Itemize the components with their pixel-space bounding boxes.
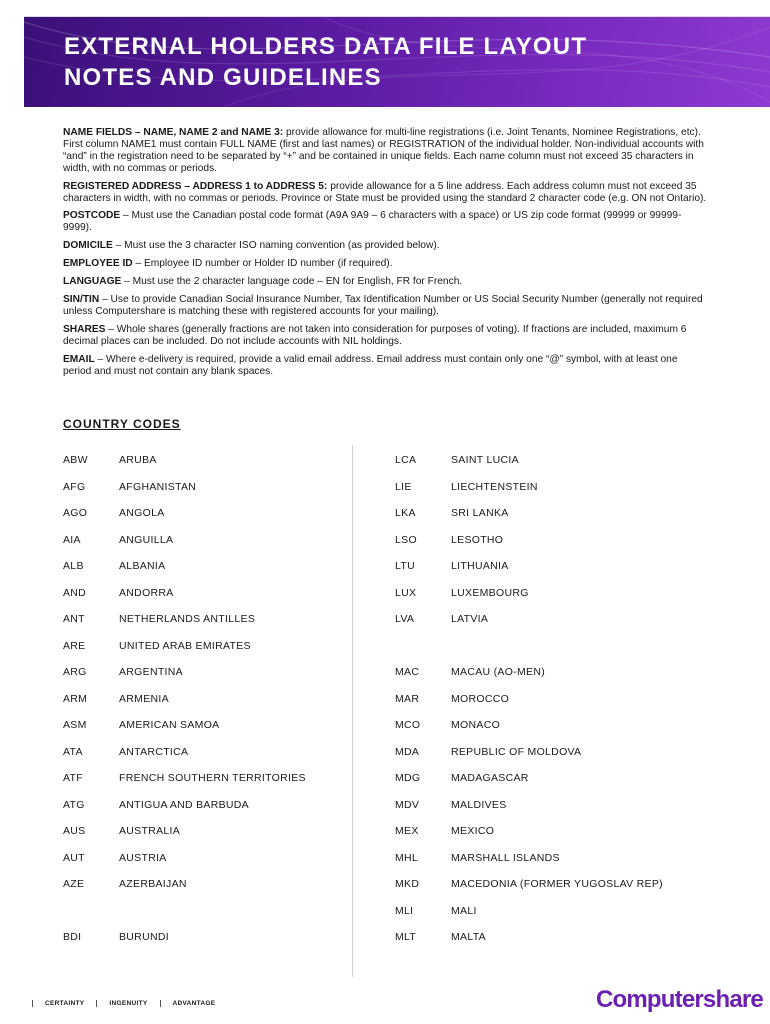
country-name: FRENCH SOUTHERN TERRITORIES: [119, 772, 306, 785]
country-row: [63, 606, 306, 633]
country-row: [395, 659, 663, 686]
note-postcode: [63, 210, 708, 234]
country-row: [395, 527, 663, 554]
note-text: – Whole shares (generally fractions are not taken into consideration for purposes of voting). If fractions are included, maximum 6 decimal places can be included. Do not include accounts with NIL holdings.: [63, 323, 687, 347]
country-name: MALI: [451, 904, 477, 917]
country-row: [395, 845, 663, 872]
country-code: LTU: [395, 560, 415, 573]
country-name: AFGHANISTAN: [119, 480, 197, 493]
country-row: [63, 712, 306, 739]
note-text: – Must use the 2 character language code – EN for English, FR for French.: [121, 276, 463, 288]
country-row: [63, 633, 306, 660]
header-banner: [24, 17, 770, 107]
note-label: SHARES: [63, 323, 106, 335]
country-row: [63, 845, 306, 872]
page-title: [64, 31, 587, 93]
country-code: AGO: [63, 507, 88, 520]
note-domicile: [63, 240, 708, 252]
note-label: SIN/TIN: [63, 293, 100, 305]
country-code: AUS: [63, 825, 86, 838]
country-code: ALB: [63, 560, 84, 573]
country-name: MEXICO: [451, 825, 495, 838]
country-code: LUX: [395, 586, 417, 599]
country-name: ANTARCTICA: [119, 745, 189, 758]
country-name: REPUBLIC OF MOLDOVA: [451, 745, 582, 758]
country-code: MKD: [395, 878, 420, 891]
note-registered-address: [63, 181, 708, 205]
country-codes-left-column: [63, 447, 306, 951]
country-name: MALTA: [451, 931, 486, 944]
country-row: [63, 898, 306, 925]
country-row: [63, 818, 306, 845]
country-name: ARMENIA: [119, 692, 169, 705]
title-line-1: EXTERNAL HOLDERS DATA FILE LAYOUT: [64, 33, 588, 60]
country-name: LUXEMBOURG: [451, 586, 529, 599]
country-row: [63, 659, 306, 686]
title-line-2: NOTES AND GUIDELINES: [64, 64, 382, 91]
country-code: MAC: [395, 666, 420, 679]
country-name: MARSHALL ISLANDS: [451, 851, 560, 864]
tagline-ingenuity: INGENUITY: [96, 1000, 159, 1007]
country-row: [63, 500, 306, 527]
country-code: LSO: [395, 533, 417, 546]
country-code: MLI: [395, 904, 414, 917]
country-name: MALDIVES: [451, 798, 507, 811]
country-name: ANDORRA: [119, 586, 174, 599]
note-label: EMAIL: [63, 353, 95, 365]
country-name: BURUNDI: [119, 931, 169, 944]
country-name: AMERICAN SAMOA: [119, 719, 220, 732]
note-text: – Must use the Canadian postal code format (A9A 9A9 – 6 characters with a space) or US zip code format (99999 or 99999-9999).: [63, 210, 682, 234]
country-code: MCO: [395, 719, 421, 732]
column-divider: [352, 445, 353, 977]
country-row: [395, 606, 663, 633]
country-row: [395, 686, 663, 713]
country-code: ATA: [63, 745, 83, 758]
country-name: SAINT LUCIA: [451, 454, 519, 467]
country-name: MOROCCO: [451, 692, 510, 705]
country-code: LVA: [395, 613, 415, 626]
country-name: UNITED ARAB EMIRATES: [119, 639, 251, 652]
note-label: DOMICILE: [63, 240, 113, 252]
country-row: [395, 818, 663, 845]
country-name: ANTIGUA AND BARBUDA: [119, 798, 249, 811]
country-code: MHL: [395, 851, 419, 864]
note-label: NAME FIELDS – NAME, NAME 2 and NAME 3:: [63, 127, 284, 138]
country-name: MACAU (AO-MEN): [451, 666, 546, 679]
note-text: – Where e-delivery is required, provide a valid email address. Email address must contain only one “@” symbol, with at least one period and must not contain any blank spaces.: [63, 353, 678, 377]
note-sin-tin: [63, 294, 708, 318]
country-code: AUT: [63, 851, 85, 864]
country-row: [63, 553, 306, 580]
country-row: [63, 792, 306, 819]
note-email: [63, 354, 708, 378]
country-name: MADAGASCAR: [451, 772, 529, 785]
note-text: – Employee ID number or Holder ID number (if required).: [132, 258, 393, 270]
country-row: [395, 765, 663, 792]
note-label: REGISTERED ADDRESS – ADDRESS 1 to ADDRESS 5:: [63, 180, 328, 192]
country-codes-right-column: [395, 447, 663, 951]
country-name: ANGUILLA: [119, 533, 174, 546]
country-name: ALBANIA: [119, 560, 166, 573]
country-row: [395, 553, 663, 580]
country-name: SRI LANKA: [451, 507, 509, 520]
country-row: [395, 792, 663, 819]
country-code: ARE: [63, 639, 86, 652]
country-code: MLT: [395, 931, 417, 944]
logo-text: Computershare: [596, 986, 763, 1013]
footer-taglines: [32, 996, 227, 1010]
note-employee-id: [63, 258, 708, 270]
tagline-advantage: ADVANTAGE: [160, 1000, 228, 1007]
note-label: LANGUAGE: [63, 276, 122, 288]
country-row: [63, 474, 306, 501]
country-code: BDI: [63, 931, 82, 944]
country-name: MONACO: [451, 719, 501, 732]
country-code: LIE: [395, 480, 412, 493]
country-code: ANT: [63, 613, 85, 626]
country-name: LITHUANIA: [451, 560, 509, 573]
note-label: EMPLOYEE ID: [63, 258, 133, 270]
country-code: ABW: [63, 454, 88, 467]
country-row: [63, 580, 306, 607]
country-code: MEX: [395, 825, 419, 838]
country-name: MACEDONIA (FORMER YUGOSLAV REP): [451, 878, 663, 891]
country-name: AZERBAIJAN: [119, 878, 187, 891]
country-row: [395, 500, 663, 527]
country-row: [63, 924, 306, 951]
country-row: [395, 580, 663, 607]
country-row: [395, 898, 663, 925]
country-code: LKA: [395, 507, 416, 520]
country-name: ARUBA: [119, 454, 157, 467]
country-code: ATF: [63, 772, 83, 785]
country-row: [63, 739, 306, 766]
country-name: NETHERLANDS ANTILLES: [119, 613, 256, 626]
country-row: [395, 871, 663, 898]
country-row: [63, 686, 306, 713]
country-code: AFG: [63, 480, 86, 493]
country-code: AZE: [63, 878, 85, 891]
country-code: MDV: [395, 798, 420, 811]
tagline-certainty: CERTAINTY: [32, 1000, 96, 1007]
country-code: MDA: [395, 745, 420, 758]
country-row: [63, 871, 306, 898]
country-code: AND: [63, 586, 87, 599]
note-label: POSTCODE: [63, 210, 121, 222]
country-name: LATVIA: [451, 613, 489, 626]
note-language: [63, 276, 708, 288]
country-row: [395, 924, 663, 951]
country-code: AIA: [63, 533, 81, 546]
country-name: ARGENTINA: [119, 666, 183, 679]
country-code: ATG: [63, 798, 85, 811]
note-text: provide allowance for a 5 line address. Each address column must not exceed 35 characters in width, with no commas or periods. Province or State must be provided using the standard 2 character code (e.g. ON not Ontario).: [63, 180, 707, 204]
country-code: ARG: [63, 666, 87, 679]
computershare-logo: [596, 983, 763, 1017]
country-row: [395, 447, 663, 474]
country-code: MAR: [395, 692, 420, 705]
note-shares: [63, 324, 708, 348]
page-top-edge: [0, 0, 770, 17]
country-name: ANGOLA: [119, 507, 165, 520]
country-code: MDG: [395, 772, 421, 785]
country-row: [63, 527, 306, 554]
country-row: [63, 447, 306, 474]
country-name: AUSTRIA: [119, 851, 167, 864]
country-code: ASM: [63, 719, 87, 732]
country-row: [395, 633, 663, 660]
country-name: AUSTRALIA: [119, 825, 181, 838]
country-row: [63, 765, 306, 792]
country-codes-heading: COUNTRY CODES: [63, 417, 181, 431]
country-row: [395, 474, 663, 501]
country-name: LESOTHO: [451, 533, 504, 546]
guidelines-notes: [63, 127, 708, 383]
country-name: LIECHTENSTEIN: [451, 480, 538, 493]
country-code: ARM: [63, 692, 88, 705]
country-code: LCA: [395, 454, 417, 467]
note-name-fields: [63, 127, 708, 175]
note-text: – Use to provide Canadian Social Insurance Number, Tax Identification Number or US Social Security Number (generally not required unless Computershare is matching these with registered accounts for your mailing).: [63, 293, 703, 317]
country-row: [395, 739, 663, 766]
page-left-edge: [0, 0, 24, 1024]
note-text: provide allowance for multi-line registrations (i.e. Joint Tenants, Nominee Registrations, etc). First column NAME1 must contain FULL NAME (first and last names) or REGISTRATION of the individual holder. Non-individual accounts with “and” in the registration need to be separated by “+” and be contained in unique fields. Each name column must not exceed 35 characters in width, with no commas or periods.: [63, 127, 704, 174]
country-row: [395, 712, 663, 739]
note-text: – Must use the 3 character ISO naming convention (as provided below).: [112, 240, 440, 252]
